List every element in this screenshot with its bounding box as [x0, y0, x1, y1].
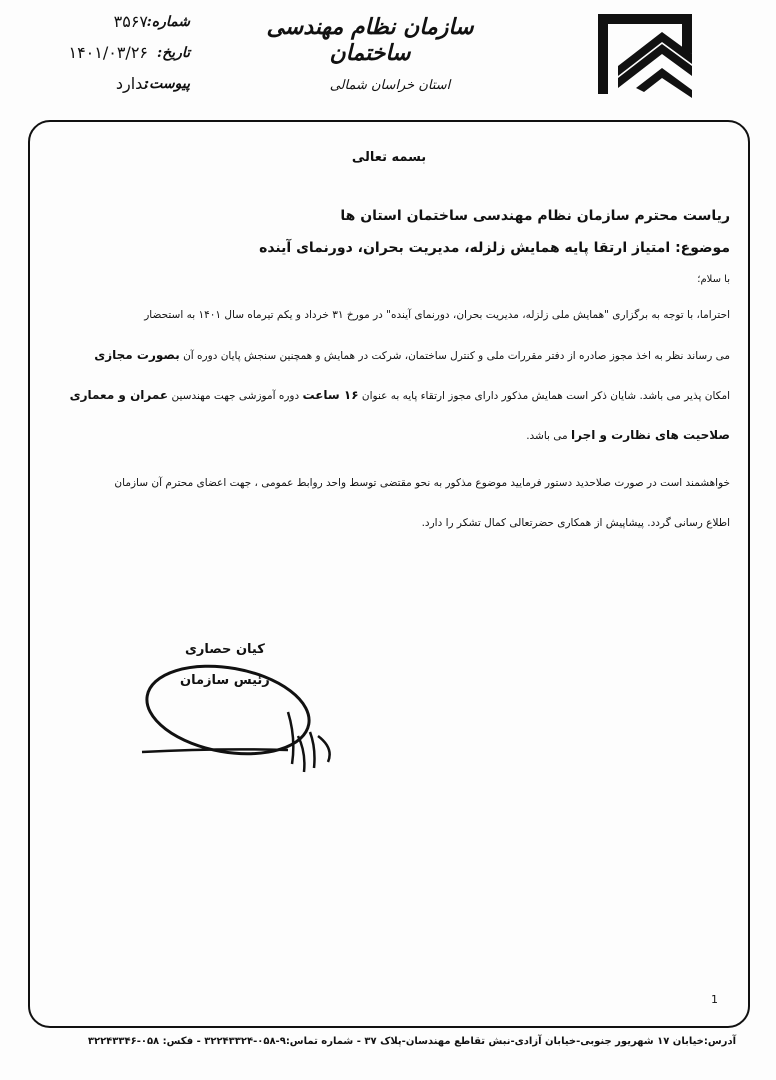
attachment-row: [40, 68, 190, 99]
attachment-value: ندارد: [115, 74, 148, 93]
salutation: با سلام؛: [697, 274, 730, 285]
org-logo: [596, 8, 696, 98]
signer-block: [180, 642, 270, 688]
subject-text: امتیاز ارتقا پایه همایش زلزله، مدیریت بحران، دورنمای آینده: [259, 240, 671, 256]
text-segment: امکان پذیر می باشد. شایان ذکر است همایش مذکور دارای مجوز ارتقاء پایه به عنوان: [361, 390, 730, 402]
number-label: شماره:: [146, 13, 190, 30]
number-row: [40, 6, 190, 37]
org-name: سازمان نظام مهندسی ساختمان: [266, 14, 474, 66]
text-bold-segment: صلاحیت های نظارت و اجرا: [571, 428, 730, 442]
paragraph-2-line-2: اطلاع رسانی گردد. پیشاپیش از همکاری حضرتعالی کمال تشکر را دارد.: [421, 517, 730, 529]
date-label: تاریخ:: [156, 44, 190, 61]
attachment-label: پیوست:: [144, 75, 190, 92]
org-header: [250, 14, 490, 93]
subject-label: موضوع:: [675, 240, 730, 256]
letter-body-frame: [28, 120, 750, 1028]
date-value: ۱۴۰۱/۰۳/۲۶: [68, 43, 148, 62]
recipient: ریاست محترم سازمان نظام مهندسی ساختمان استان ها: [340, 208, 730, 224]
page-number: 1: [711, 993, 718, 1006]
text-bold-segment: بصورت مجازی: [94, 348, 180, 362]
text-bold-segment: عمران و معماری: [69, 388, 169, 402]
org-province: استان خراسان شمالی: [329, 78, 451, 93]
signer-name: کیان حصاری: [184, 642, 265, 657]
number-value: ۳۵۶۷: [113, 12, 148, 31]
text-segment: می باشد.: [526, 430, 568, 442]
subject-line: [259, 240, 730, 256]
text-bold-segment: ۱۶ ساعت: [302, 388, 359, 402]
date-row: [40, 37, 190, 68]
letter-meta: [40, 6, 190, 99]
paragraph-1-line-2: [94, 348, 730, 363]
text-segment: می رساند نظر به اخذ مجوز صادره از دفتر مقررات ملی و کنترل ساختمان، شرکت در همایش و همچنین سنجش پایان دوره آن: [183, 350, 730, 362]
basmala: بسمه تعالی: [351, 150, 427, 165]
paragraph-2-line-1: خواهشمند است در صورت صلاحدید دستور فرمایید موضوع مذکور به نحو مقتضی توسط واحد روابط عمومی ، جهت اعضای محترم آن سازمان: [114, 477, 730, 489]
footer-address: آدرس:خیابان ۱۷ شهریور جنوبی-خیابان آزادی-نبش تقاطع مهندسان-پلاک ۳۷ - شماره تماس:۹-۰۵۸-۳۲۲۴۳۳۲۴ - فکس: ۰۵۸-۳۲۲۴۳۳۴۶: [87, 1036, 736, 1047]
paragraph-1-line-1: احتراما، با توجه به برگزاری "همایش ملی زلزله، مدیریت بحران، دورنمای آینده" در مورخ ۳۱ خرداد و یکم تیرماه سال ۱۴۰۱ به استحضار: [144, 309, 730, 321]
signer-title: رئیس سازمان: [180, 673, 270, 688]
paragraph-1-line-3: [70, 388, 730, 403]
paragraph-1-line-4: [526, 428, 730, 443]
text-segment: دوره آموزشی جهت مهندسین: [171, 390, 300, 402]
